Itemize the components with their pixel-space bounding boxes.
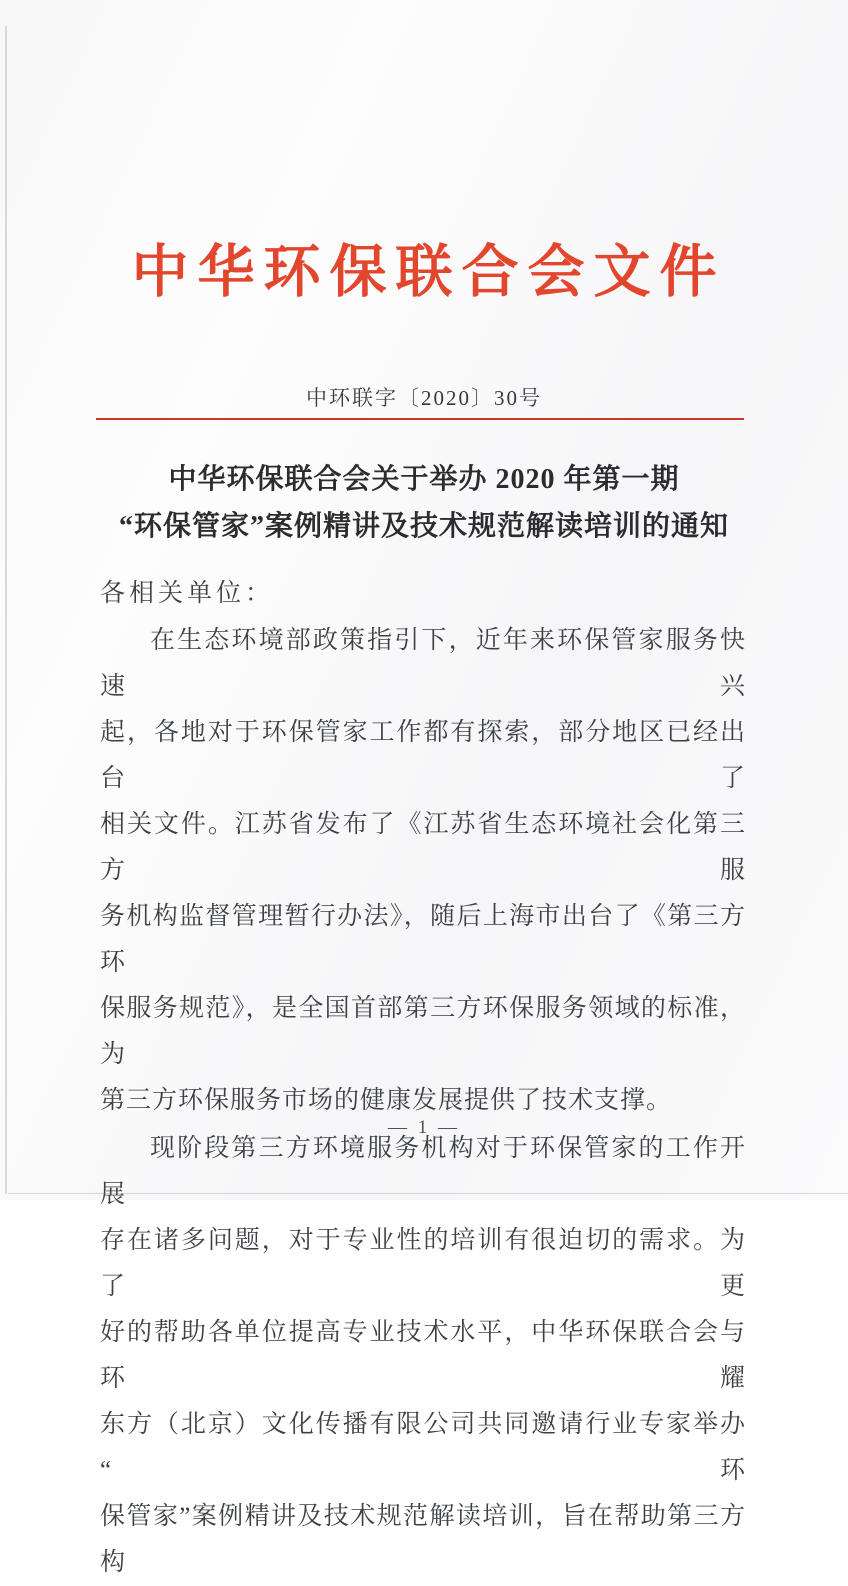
paragraph xyxy=(100,1126,746,1586)
document-header-title: 中华环保联合会文件 xyxy=(131,241,726,304)
header-divider-rule xyxy=(96,418,744,420)
paragraph-line: 保服务规范》，是全国首部第三方环保服务领域的标准，为 xyxy=(100,995,746,1068)
paragraph xyxy=(100,618,746,1124)
document-body xyxy=(0,572,848,1586)
paragraph-line: 保管家”案例精讲及技术规范解读培训，旨在帮助第三方构 xyxy=(100,1503,746,1576)
paragraph-line: 第三方环保服务市场的健康发展提供了技术支撑。 xyxy=(100,1087,673,1114)
salutation: 各相关单位： xyxy=(100,580,275,607)
document-number: 中环联字〔2020〕30号 xyxy=(306,386,542,410)
paragraph-line: 务机构监督管理暂行办法》，随后上海市出台了《第三方环 xyxy=(100,903,746,976)
scan-edge-left xyxy=(5,26,7,1194)
document-title xyxy=(0,456,848,550)
scan-edge-bottom xyxy=(8,1193,848,1194)
page-number: — 1 — xyxy=(388,1117,460,1138)
document-title-line-1: 中华环保联合会关于举办 2020 年第一期 xyxy=(168,464,680,495)
paragraph-line: 在生态环境部政策指引下，近年来环保管家服务快速兴 xyxy=(100,627,746,700)
paragraph-line: 现阶段第三方环境服务机构对于环保管家的工作开展 xyxy=(100,1135,746,1208)
paragraph-line: 存在诸多问题，对于专业性的培训有很迫切的需求。为了更 xyxy=(100,1227,746,1300)
paragraph-line: 起，各地对于环保管家工作都有探索，部分地区已经出台了 xyxy=(100,719,746,792)
paragraph-line: 好的帮助各单位提高专业技术水平，中华环保联合会与环耀 xyxy=(100,1319,746,1392)
paragraph-line: 相关文件。江苏省发布了《江苏省生态环境社会化第三方服 xyxy=(100,811,746,884)
body-paragraphs xyxy=(100,618,746,1586)
paragraph-line: 东方（北京）文化传播有限公司共同邀请行业专家举办“环 xyxy=(100,1411,746,1484)
document-title-line-2: “环保管家”案例精讲及技术规范解读培训的通知 xyxy=(118,511,729,542)
